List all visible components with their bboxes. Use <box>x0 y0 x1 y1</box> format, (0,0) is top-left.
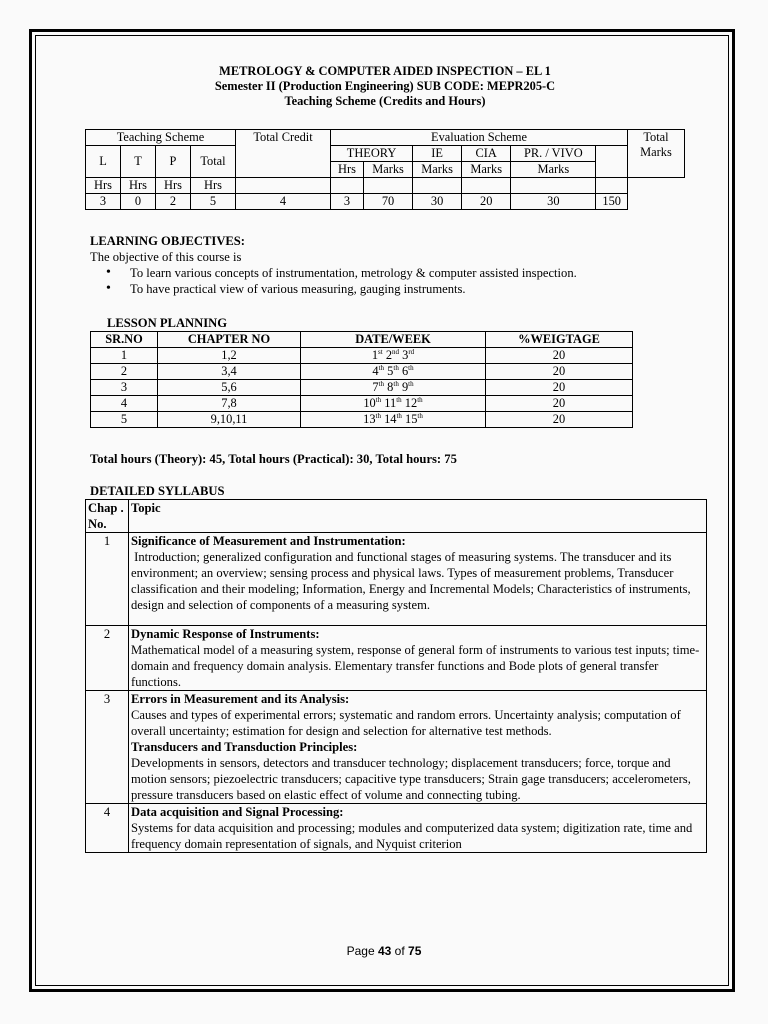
chapter-number: 2 <box>86 626 129 691</box>
week-suffix: th <box>375 395 382 404</box>
lp-week <box>301 396 486 412</box>
chapter-topic <box>129 626 707 691</box>
ts-empty <box>236 178 331 194</box>
lp-sr: 2 <box>91 364 158 380</box>
week-number: 15 <box>405 412 418 426</box>
week-suffix: th <box>378 379 385 388</box>
ts-empty <box>364 178 413 194</box>
header-block <box>85 64 685 109</box>
week-suffix: th <box>417 411 423 420</box>
ts-col-theory: THEORY <box>331 146 413 162</box>
ts-header-total-marks: Total Marks <box>628 130 685 178</box>
ts-value: 3 <box>86 194 121 210</box>
table-row <box>91 380 633 396</box>
page-total: 75 <box>408 944 422 958</box>
ts-col-l: L <box>86 146 121 178</box>
ts-value: 30 <box>413 194 462 210</box>
week-suffix: th <box>408 379 414 388</box>
ts-empty <box>462 178 511 194</box>
week-suffix: th <box>378 363 385 372</box>
ts-header-teaching: Teaching Scheme <box>86 130 236 146</box>
table-row <box>91 412 633 428</box>
list-item: • To have practical view of various measuring, gauging instruments. <box>130 281 690 297</box>
ts-sub-marks: Marks <box>462 162 511 178</box>
lp-chapter: 9,10,11 <box>158 412 301 428</box>
chapter-number: 3 <box>86 691 129 804</box>
lp-weight: 20 <box>486 396 633 412</box>
ts-hrs-label: Hrs <box>156 178 191 194</box>
detailed-syllabus-title: DETAILED SYLLABUS <box>90 484 225 498</box>
table-row <box>86 691 707 804</box>
ts-sub-marks: Marks <box>364 162 413 178</box>
table-row <box>91 364 633 380</box>
week-number: 3 <box>402 348 409 362</box>
ts-header-evaluation: Evaluation Scheme <box>331 130 628 146</box>
lesson-planning-title: LESSON PLANNING <box>107 316 228 330</box>
objective-list <box>90 265 690 297</box>
course-title: METROLOGY & COMPUTER AIDED INSPECTION – EL 1 <box>219 64 551 78</box>
lp-chapter: 5,6 <box>158 380 301 396</box>
lp-sr: 5 <box>91 412 158 428</box>
lp-chapter: 1,2 <box>158 348 301 364</box>
lp-week <box>301 364 486 380</box>
topic-description: Mathematical model of a measuring system, response of general form of instruments to various test inputs; time-domain and frequency domain analysis. Elementary transfer functions and Bode plots of general transfer functions. <box>131 643 700 689</box>
topic-description: Causes and types of experimental errors; systematic and random errors. Uncertainty analysis; computation of overall uncertainty; estimation for design and selection for alternative test methods. <box>131 708 684 738</box>
lp-week <box>301 380 486 396</box>
week-number: 13 <box>363 412 376 426</box>
week-suffix: th <box>417 395 423 404</box>
ts-value: 3 <box>331 194 364 210</box>
week-suffix: th <box>396 395 402 404</box>
week-number: 6 <box>401 364 409 378</box>
lp-weight: 20 <box>486 380 633 396</box>
ts-col-cia: CIA <box>462 146 511 162</box>
syllabus-table <box>85 499 707 853</box>
week-number: 1 <box>371 348 379 362</box>
ts-empty <box>511 178 596 194</box>
week-number: 10 <box>363 396 376 410</box>
ts-empty <box>596 178 628 194</box>
lp-week <box>301 348 486 364</box>
ts-hrs-label: Hrs <box>191 178 236 194</box>
lp-header: CHAPTER NO <box>158 332 301 348</box>
topic-title: Data acquisition and Signal Processing: <box>131 805 344 819</box>
lp-sr: 3 <box>91 380 158 396</box>
week-suffix: th <box>393 379 399 388</box>
lp-chapter: 3,4 <box>158 364 301 380</box>
topic-description: Introduction; generalized configuration and functional stages of measuring systems. The transducer and its environment; an overview; sensing process and physical laws. Types of measurement problems, Transducer classification and their modeling; Information, Energy and Incremental Models; Characteristics of instruments, design and selection of components of a measuring system. <box>131 550 694 612</box>
week-number: 12 <box>404 396 418 410</box>
ts-value: 4 <box>236 194 331 210</box>
ts-hrs-label: Hrs <box>121 178 156 194</box>
ts-hrs-label: Hrs <box>86 178 121 194</box>
topic-title: Errors in Measurement and its Analysis: <box>131 692 350 706</box>
chapter-topic <box>129 804 707 853</box>
lesson-planning-table <box>90 331 633 428</box>
learning-objectives-title: LEARNING OBJECTIVES: <box>90 234 246 248</box>
ts-col-prvivo: PR. / VIVO <box>511 146 596 162</box>
table-row <box>86 533 707 626</box>
ts-value: 150 <box>596 194 628 210</box>
learning-objectives-intro: The objective of this course is <box>90 250 242 264</box>
topic-title: Significance of Measurement and Instrumentation: <box>131 534 406 548</box>
week-suffix: th <box>375 411 381 420</box>
week-suffix: th <box>408 363 414 372</box>
syllabus-col-topic: Topic <box>129 500 707 533</box>
ts-col-t: T <box>121 146 156 178</box>
lp-header: SR.NO <box>91 332 158 348</box>
chapter-number: 1 <box>86 533 129 626</box>
semester-line: Semester II (Production Engineering) SUB CODE: MEPR205-C <box>214 79 556 93</box>
ts-empty <box>413 178 462 194</box>
lp-weight: 20 <box>486 364 633 380</box>
week-suffix: rd <box>408 347 415 356</box>
ts-sub-marks: Marks <box>413 162 462 178</box>
topic-title: Transducers and Transduction Principles: <box>131 740 358 754</box>
chapter-topic <box>129 691 707 804</box>
lp-weight: 20 <box>486 348 633 364</box>
ts-header-credit: Total Credit <box>236 130 331 178</box>
table-row <box>91 396 633 412</box>
learning-objectives <box>90 233 690 297</box>
teaching-scheme-table <box>85 129 685 210</box>
topic-description: Developments in sensors, detectors and transducer technology; displacement transducers; force, torque and motion sensors; piezoelectric transducers; capacitive type transducers; Strain gage transducers; accelerometers, pressure transducers based on elastic effect of volume and connecting tubing. <box>131 756 695 802</box>
week-suffix: st <box>378 347 383 356</box>
lp-chapter: 7,8 <box>158 396 301 412</box>
ts-value: 70 <box>364 194 413 210</box>
ts-value: 5 <box>191 194 236 210</box>
ts-value: 2 <box>156 194 191 210</box>
syllabus-col-chap: Chap . No. <box>86 500 129 533</box>
week-number: 11 <box>384 396 397 410</box>
page-of: of <box>394 944 405 958</box>
lp-header: %WEIGTAGE <box>486 332 633 348</box>
chapter-topic <box>129 533 707 626</box>
ts-col-ie: IE <box>413 146 462 162</box>
scheme-subtitle: Teaching Scheme (Credits and Hours) <box>284 94 486 108</box>
lp-sr: 1 <box>91 348 158 364</box>
page-footer <box>0 944 768 958</box>
week-suffix: th <box>396 411 402 420</box>
ts-col-p: P <box>156 146 191 178</box>
week-number: 7 <box>372 380 379 394</box>
topic-description: Systems for data acquisition and processing; modules and computerized data system; digitization rate, time and frequency domain representation of signals, and Nyquist criterion <box>131 821 696 851</box>
week-number: 2 <box>385 348 393 362</box>
page-current: 43 <box>377 944 392 958</box>
ts-value: 20 <box>462 194 511 210</box>
ts-sub-marks: Marks <box>511 162 596 178</box>
total-hours: Total hours (Theory): 45, Total hours (Practical): 30, Total hours: 75 <box>90 452 457 466</box>
week-number: 14 <box>384 412 397 426</box>
ts-empty <box>331 178 364 194</box>
ts-col-total: Total <box>191 146 236 178</box>
week-number: 9 <box>401 380 409 394</box>
lp-header: DATE/WEEK <box>301 332 486 348</box>
week-number: 8 <box>387 380 394 394</box>
week-suffix: th <box>393 363 399 372</box>
ts-value: 30 <box>511 194 596 210</box>
table-row <box>86 626 707 691</box>
week-suffix: nd <box>392 347 400 356</box>
ts-sub-hrs: Hrs <box>331 162 364 178</box>
week-number: 5 <box>387 364 394 378</box>
week-number: 4 <box>372 364 379 378</box>
chapter-number: 4 <box>86 804 129 853</box>
page-label: Page <box>346 944 375 958</box>
topic-title: Dynamic Response of Instruments: <box>131 627 320 641</box>
lp-sr: 4 <box>91 396 158 412</box>
lp-week <box>301 412 486 428</box>
table-row <box>86 804 707 853</box>
ts-value: 0 <box>121 194 156 210</box>
lp-weight: 20 <box>486 412 633 428</box>
table-row <box>91 348 633 364</box>
list-item: • To learn various concepts of instrumentation, metrology & computer assisted inspection. <box>130 265 690 281</box>
